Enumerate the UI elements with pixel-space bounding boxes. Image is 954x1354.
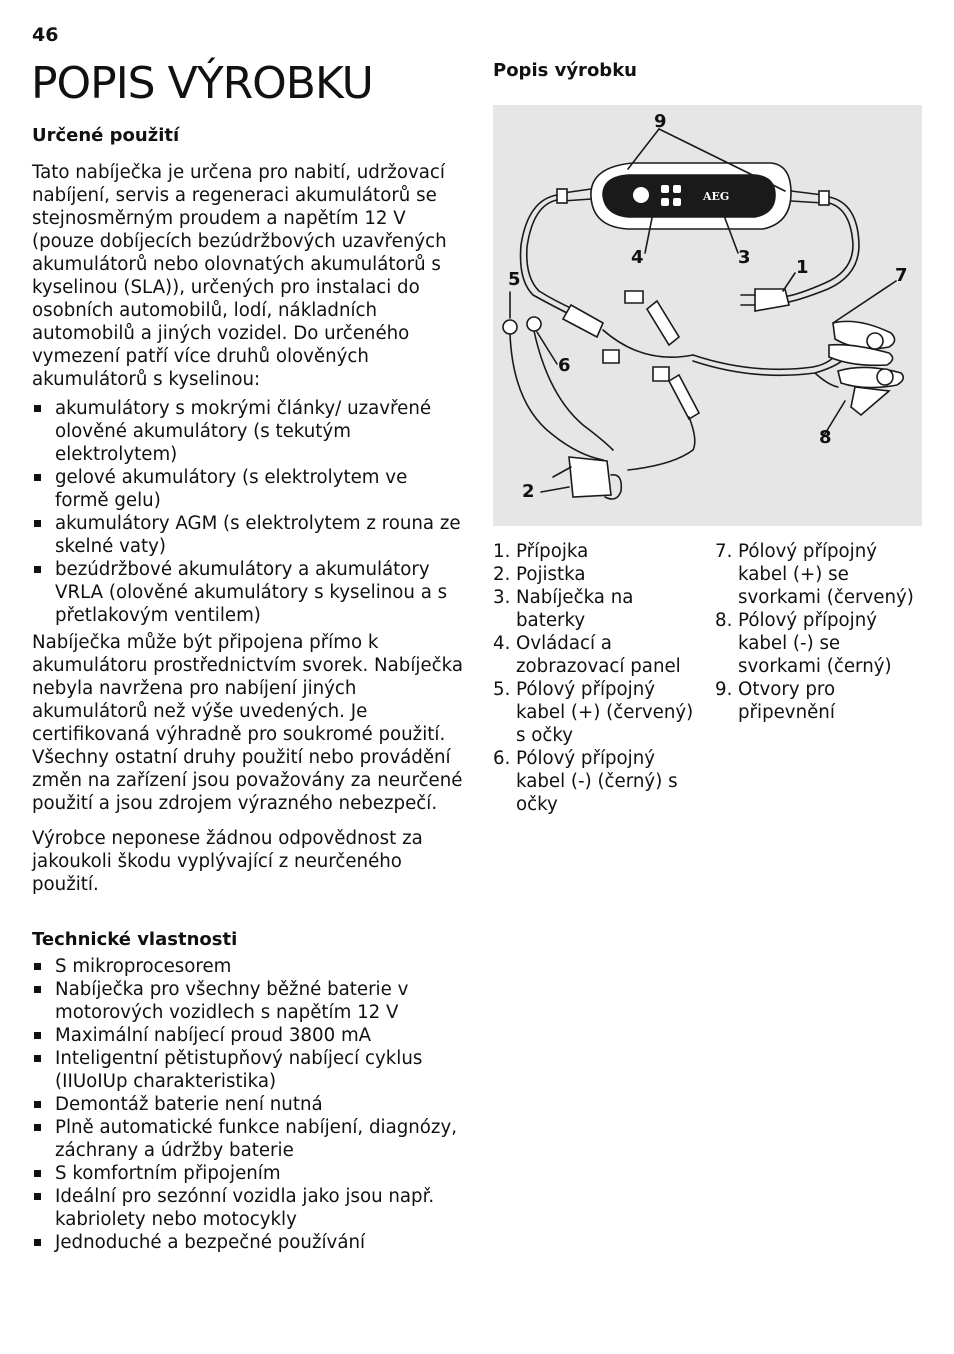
callout-9: 9 <box>654 111 667 132</box>
charger-illustration <box>493 105 922 526</box>
list-item: Plně automatické funkce nabíjení, diagnózy, záchrany a údržby baterie <box>32 1116 464 1162</box>
item-number: 3. <box>493 587 511 608</box>
list-item: akumulátory s mokrými články/ uzavřené olověné akumulátory (s tekutým elektrolytem) <box>32 397 464 466</box>
list-item: akumulátory AGM (s elektrolytem z rouna ze skelné vaty) <box>32 512 464 558</box>
intended-use-paragraph: Nabíječka může být připojena přímo k akumulátoru prostřednictvím svorek. Nabíječka nebyla navržena pro nabíjení jiných akumulátorů než výše uvedených. Je certifikovaná výhradně pro soukromé použití. Všechny ostatní druhy použití nebo provádění změn na zařízení jsou považovány za neurčené použití a jsou zdrojem výrazného nebezpečí. <box>32 632 464 814</box>
callout-1: 1 <box>796 257 809 278</box>
list-item: S mikroprocesorem <box>32 955 464 978</box>
parts-list-column-2 <box>715 540 925 724</box>
item-number: 4. <box>493 633 511 654</box>
list-item: S komfortním připojením <box>32 1162 464 1185</box>
item-number: 1. <box>493 541 511 562</box>
callout-8: 8 <box>819 427 832 448</box>
item-number: 7. <box>715 541 733 562</box>
left-column <box>32 124 464 1258</box>
callout-3: 3 <box>738 247 751 268</box>
item-label: Pólový přípojný kabel (-) se svorkami (černý) <box>738 610 892 677</box>
list-item <box>493 586 708 632</box>
list-item: Maximální nabíjecí proud 3800 mA <box>32 1024 464 1047</box>
list-item: Demontáž baterie není nutná <box>32 1093 464 1116</box>
list-item: gelové akumulátory (s elektrolytem ve formě gelu) <box>32 466 464 512</box>
right-column <box>493 60 923 815</box>
item-label: Přípojka <box>516 541 589 562</box>
item-label: Pólový přípojný kabel (-) (černý) s očky <box>516 748 678 815</box>
list-item <box>493 632 708 678</box>
item-label: Otvory pro připevnění <box>738 679 836 723</box>
callout-2: 2 <box>522 481 535 502</box>
list-item: bezúdržbové akumulátory a akumulátory VRLA (olověné akumulátory s kyselinou a s přetlakovým ventilem) <box>32 558 464 627</box>
item-number: 2. <box>493 564 511 585</box>
item-number: 9. <box>715 679 733 700</box>
list-item: Jednoduché a bezpečné používání <box>32 1231 464 1254</box>
item-label: Nabíječka na baterky <box>516 587 634 631</box>
product-description-heading: Popis výrobku <box>493 60 637 81</box>
technical-features-heading: Technické vlastnosti <box>32 929 238 950</box>
intended-use-intro: Tato nabíječka je určena pro nabití, udržovací nabíjení, servis a regeneraci akumulátorů se stejnosměrným proudem a napětím 12 V (pouze dobíjecích bezúdržbových uzavřených akumulátorů nebo olovnatých akumulátorů s kyselinou (SLA)), určených pro instalaci do osobních automobilů, lodí, nákladních automobilů a jiných vozidel. Do určeného vymezení patří více druhů olověných akumulátorů s kyselinou: <box>32 162 447 390</box>
list-item <box>493 540 708 563</box>
item-label: Pojistka <box>516 564 586 585</box>
callout-5: 5 <box>508 269 521 290</box>
list-item: Ideální pro sezónní vozidla jako jsou např. kabriolety nebo motocykly <box>32 1185 464 1231</box>
technical-features-section <box>32 928 464 1254</box>
page-title: POPIS VÝROBKU <box>31 58 373 109</box>
list-item <box>715 609 925 678</box>
intended-use-section <box>32 124 464 896</box>
brand-label: AEG <box>703 190 730 203</box>
item-number: 5. <box>493 679 511 700</box>
item-label: Pólový přípojný kabel (+) se svorkami (červený) <box>738 541 914 608</box>
liability-disclaimer: Výrobce neponese žádnou odpovědnost za jakoukoli škodu vyplývající z neurčeného použití. <box>32 828 423 895</box>
technical-features-list <box>32 955 464 1254</box>
item-number: 6. <box>493 748 511 769</box>
list-item <box>715 678 925 724</box>
battery-types-list <box>32 397 464 627</box>
callout-4: 4 <box>631 247 644 268</box>
list-item: Inteligentní pětistupňový nabíjecí cyklus (IIUoIUp charakteristika) <box>32 1047 464 1093</box>
list-item <box>493 563 708 586</box>
callout-7: 7 <box>895 265 908 286</box>
list-item <box>493 747 708 816</box>
item-label: Ovládací a zobrazovací panel <box>516 633 681 677</box>
page-number: 46 <box>32 24 59 46</box>
item-number: 8. <box>715 610 733 631</box>
intended-use-heading: Určené použití <box>32 125 180 146</box>
callout-6: 6 <box>558 355 571 376</box>
item-label: Pólový přípojný kabel (+) (červený) s očky <box>516 679 694 746</box>
list-item <box>715 540 925 609</box>
list-item: Nabíječka pro všechny běžné baterie v motorových vozidlech s napětím 12 V <box>32 978 464 1024</box>
product-figure <box>493 105 922 526</box>
list-item <box>493 678 708 747</box>
parts-list-column-1 <box>493 540 708 816</box>
